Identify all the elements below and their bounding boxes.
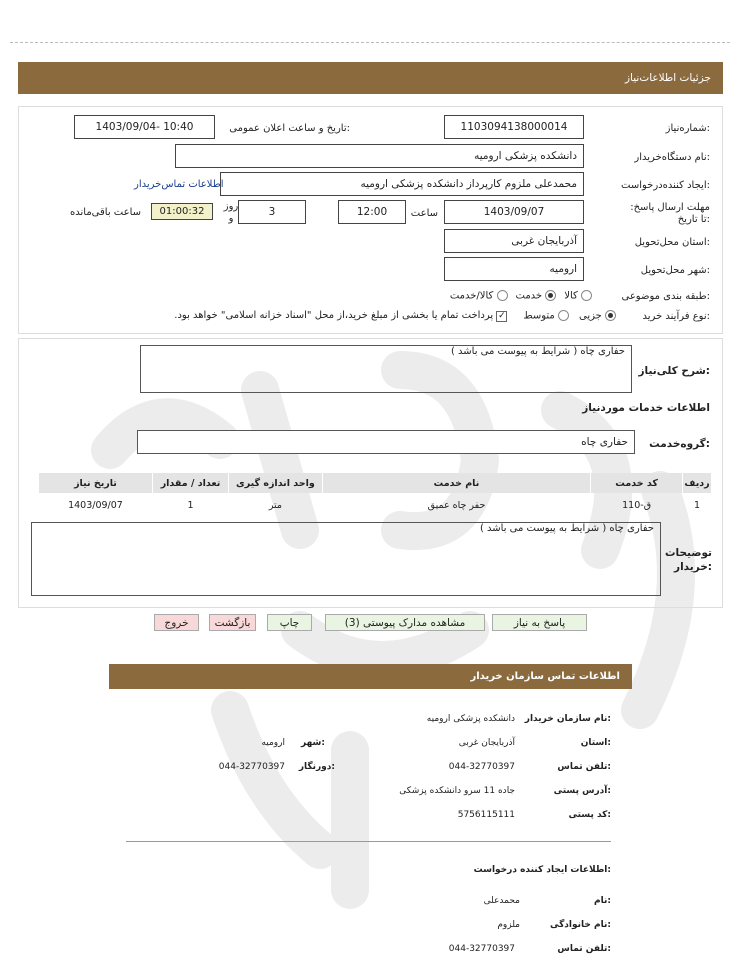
radio-medium-icon[interactable] xyxy=(558,310,569,321)
buyer-notes-textarea[interactable] xyxy=(31,522,661,596)
col-row: ردیف xyxy=(683,473,711,493)
creator-field[interactable]: محمدعلی ملزوم کارپرداز دانشکده پزشکی ارومیه xyxy=(220,172,584,196)
contact-divider xyxy=(126,841,611,842)
process-option-minor[interactable]: جزیی xyxy=(579,310,616,322)
cell-name: حفر چاه عمیق xyxy=(427,499,486,511)
announce-field[interactable]: 1403/09/04- 10:40 xyxy=(74,115,215,139)
time-label: ساعت xyxy=(410,208,438,219)
table-row[interactable] xyxy=(39,494,711,516)
creator-family-value: ملزوم xyxy=(497,920,520,930)
remaining-label: ساعت باقی‌مانده xyxy=(70,207,142,218)
announce-label: تاریخ و ساعت اعلان عمومی: xyxy=(229,123,350,134)
services-table xyxy=(38,472,712,517)
province-label: استان محل‌تحویل: xyxy=(634,237,710,248)
creator-label: ایجاد کننده‌درخواست: xyxy=(621,180,710,191)
category-label: طبقه بندی موضوعی: xyxy=(621,291,710,302)
contact-address-label: آدرس پستی: xyxy=(553,786,611,796)
creator-name-value: محمدعلی xyxy=(483,896,520,906)
services-table-grid xyxy=(38,472,712,517)
table-header-row xyxy=(39,473,711,493)
col-name: نام خدمت xyxy=(323,473,590,493)
details-title: جزئیات اطلاعات‌نیاز xyxy=(624,72,711,84)
reply-button[interactable]: پاسخ به نیاز xyxy=(492,614,587,631)
days-label: روز و xyxy=(223,201,239,224)
top-divider xyxy=(10,42,730,43)
col-code: کد خدمت xyxy=(591,473,682,493)
contact-org-label: نام سازمان خریدار: xyxy=(524,714,611,724)
province-field[interactable]: آذربایجان غربی xyxy=(444,229,584,253)
category-option-both[interactable]: کالا/خدمت xyxy=(450,290,508,302)
cell-row: 1 xyxy=(693,499,701,511)
contact-province-value: آذربایجان غربی xyxy=(458,738,515,748)
description-text: حفاری چاه ( شرایط به پیوست می باشد ) xyxy=(450,346,625,357)
service-group-label: گروه‌خدمت: xyxy=(649,438,710,450)
description-label: شرح کلی‌نیاز: xyxy=(638,365,710,377)
process-option-medium[interactable]: متوسط xyxy=(523,310,569,322)
buyer-notes-label: توضیحات خریدار: xyxy=(664,547,712,573)
process-label: نوع فرآیند خرید: xyxy=(642,311,710,322)
contact-header xyxy=(109,664,632,689)
col-date: تاریخ نیاز xyxy=(39,473,152,493)
contact-phone-value: 044-32770397 xyxy=(448,762,515,772)
contact-fax-value: 044-32770397 xyxy=(218,762,285,772)
city-label: شهر محل‌تحویل: xyxy=(640,265,710,276)
radio-goods-icon[interactable] xyxy=(581,290,592,301)
need-number-label: شماره‌نیاز: xyxy=(665,123,710,134)
buyer-notes-text: حفاری چاه ( شرایط به پیوست می باشد ) xyxy=(479,523,654,534)
creator-name-label: نام: xyxy=(594,896,611,906)
buyer-contact-link[interactable]: اطلاعات تماس‌خریدار xyxy=(134,179,224,190)
contact-postal-value: 5756115111 xyxy=(457,810,515,820)
cell-qty: 1 xyxy=(187,499,194,511)
contact-city-value: ارومیه xyxy=(261,738,285,748)
buyer-org-label: نام دستگاه‌خریدار: xyxy=(634,152,710,163)
contact-city-label: شهر: xyxy=(301,738,325,748)
service-group-field[interactable]: حفاری چاه xyxy=(137,430,635,454)
print-button[interactable]: چاپ xyxy=(267,614,312,631)
category-radio-group xyxy=(420,289,592,303)
exit-button[interactable]: خروج xyxy=(154,614,199,631)
payment-option[interactable]: ✓ پرداخت تمام یا بخشی از مبلغ خرید،از محل "اسناد خزانه اسلامی" خواهد بود. xyxy=(174,310,506,321)
contact-address-value: جاده 11 سرو دانشکده پزشکی xyxy=(399,786,515,796)
contact-org-value: دانشکده پزشکی ارومیه xyxy=(426,714,515,724)
deadline-label: مهلت ارسال پاسخ: تا تاریخ: xyxy=(630,202,710,225)
creator-phone-value: 044-32770397 xyxy=(448,944,515,954)
city-field[interactable]: ارومیه xyxy=(444,257,584,281)
description-textarea[interactable] xyxy=(140,345,632,393)
details-header xyxy=(18,62,723,94)
category-option-goods[interactable]: کالا xyxy=(564,290,592,302)
col-qty: تعداد / مقدار xyxy=(153,473,228,493)
deadline-date-field[interactable]: 1403/09/07 xyxy=(444,200,584,224)
contact-title: اطلاعات تماس سازمان خریدار xyxy=(470,671,620,682)
need-number-field[interactable]: 1103094138000014 xyxy=(444,115,584,139)
contact-postal-label: کد پستی: xyxy=(568,810,611,820)
buyer-org-field[interactable]: دانشکده پزشکی ارومیه xyxy=(175,144,584,168)
radio-minor-icon[interactable] xyxy=(605,310,616,321)
creator-phone-label: تلفن تماس: xyxy=(557,944,611,954)
radio-service-icon[interactable] xyxy=(545,290,556,301)
services-heading: اطلاعات خدمات موردنیاز xyxy=(582,402,710,414)
days-field[interactable] xyxy=(238,200,306,224)
checkbox-checked-icon[interactable]: ✓ xyxy=(498,311,506,321)
process-radio-group xyxy=(100,309,616,323)
creator-heading: اطلاعات ایجاد کننده درخواست: xyxy=(473,865,611,875)
contact-province-label: استان: xyxy=(580,738,611,748)
col-unit: واحد اندازه گیری xyxy=(229,473,322,493)
deadline-time-field[interactable]: 12:00 xyxy=(338,200,406,224)
cell-unit: متر xyxy=(268,499,283,511)
days-value: 3 xyxy=(268,206,276,218)
contact-phone-label: تلفن تماس: xyxy=(557,762,611,772)
back-button[interactable]: بازگشت xyxy=(209,614,256,631)
remaining-time-field: 01:00:32 xyxy=(151,203,213,220)
radio-both-icon[interactable] xyxy=(497,290,508,301)
cell-code: ق-110 xyxy=(622,499,652,511)
category-option-service[interactable]: خدمت xyxy=(516,290,557,302)
contact-fax-label: دورنگار: xyxy=(298,762,335,772)
view-documents-button[interactable]: مشاهده مدارک پیوستی (3) xyxy=(325,614,485,631)
creator-family-label: نام خانوادگی: xyxy=(549,920,611,930)
cell-date: 1403/09/07 xyxy=(68,499,123,511)
